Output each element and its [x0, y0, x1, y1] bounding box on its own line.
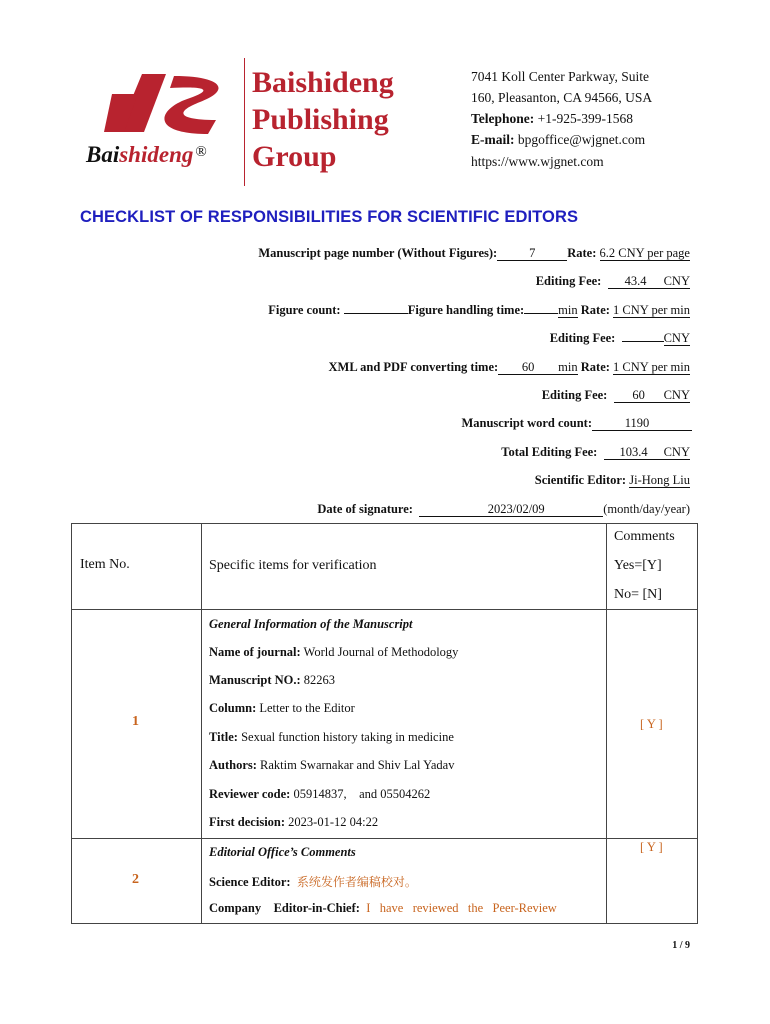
cny-unit: CNY	[663, 331, 690, 345]
table-border-col2	[606, 523, 607, 924]
total-fee-line	[501, 445, 690, 460]
editing-fee-1-value[interactable]: 43.4	[608, 275, 664, 289]
general-info-heading: General Information of the Manuscript	[209, 617, 413, 631]
row-1-heading	[209, 617, 413, 632]
table-border-top	[71, 523, 698, 524]
figure-line	[268, 303, 690, 318]
editing-fee-2-value[interactable]	[622, 341, 664, 342]
scientific-editor-label: Scientific Editor:	[534, 473, 627, 487]
company-editor-line	[209, 901, 557, 916]
figure-time-label: Figure handling time:	[407, 303, 525, 317]
min-unit: min	[558, 303, 578, 317]
row-1-number: 1	[132, 714, 139, 729]
manuscript-title-label: Title:	[209, 730, 238, 744]
signature-date-value[interactable]: 2023/02/09	[419, 503, 603, 517]
manuscript-no-line	[209, 673, 335, 688]
first-decision-line	[209, 815, 378, 830]
first-decision-label: First decision:	[209, 815, 286, 829]
column-header-comments: Comments	[614, 529, 675, 544]
total-fee-label: Total Editing Fee:	[501, 445, 598, 459]
baishideng-logo-icon	[104, 72, 234, 144]
editing-fee-line-1	[536, 274, 690, 289]
editing-fee-label: Editing Fee:	[541, 388, 608, 402]
authors-label: Authors:	[209, 758, 257, 772]
authors-line	[209, 758, 454, 773]
editing-fee-label: Editing Fee:	[535, 274, 602, 288]
rate-label: Rate:	[580, 303, 610, 317]
email-line	[471, 129, 645, 150]
word-count-value[interactable]: 1190	[592, 417, 692, 431]
telephone-line	[471, 108, 633, 129]
table-border-bottom	[71, 923, 698, 924]
editorial-comments-heading: Editorial Office’s Comments	[209, 845, 356, 859]
address-line-1: 7041 Koll Center Parkway, Suite	[471, 69, 649, 84]
header-divider	[244, 58, 245, 186]
editing-fee-line-3	[542, 388, 690, 403]
reviewer-code-value: 05914837, and 05504262	[290, 787, 431, 801]
word-count-label: Manuscript word count:	[461, 416, 592, 430]
xml-time-label: XML and PDF converting time:	[328, 360, 499, 374]
xml-time-value[interactable]: 60	[498, 361, 558, 375]
xml-min-rate: 1 CNY per min	[613, 360, 690, 374]
xml-line	[329, 360, 690, 375]
first-decision-value: 2023-01-12 04:22	[285, 815, 379, 829]
journal-label: Name of journal:	[209, 645, 301, 659]
row-2-heading	[209, 845, 356, 860]
figure-time-value[interactable]	[524, 313, 558, 314]
figure-count-label: Figure count:	[268, 303, 341, 317]
word-count-line	[461, 416, 692, 431]
manuscript-title-value: Sexual function history taking in medicine	[237, 730, 454, 744]
signature-date-line	[317, 502, 690, 517]
column-header-item-no: Item No.	[80, 557, 130, 572]
no-legend: No= [N]	[614, 587, 662, 602]
yes-legend: Yes=[Y]	[614, 558, 662, 573]
scientific-editor-value[interactable]: Ji-Hong Liu	[629, 473, 690, 487]
table-border-row1	[71, 838, 698, 839]
logo-word-red: shideng	[119, 142, 194, 167]
manuscript-no-value: 82263	[300, 673, 336, 687]
page-number-label: Manuscript page number (Without Figures):	[258, 246, 498, 260]
address-line-2: 160, Pleasanton, CA 94566, USA	[471, 90, 653, 105]
table-border-header	[71, 609, 698, 610]
brand-line-2: Publishing	[252, 103, 389, 136]
rate-label: Rate:	[580, 360, 610, 374]
science-editor-label: Science Editor:	[209, 875, 291, 889]
column-header-specific-items: Specific items for verification	[209, 558, 377, 573]
cny-unit: CNY	[663, 445, 690, 459]
company-editor-comment: I have reviewed the Peer-Review	[366, 901, 557, 915]
authors-value: Raktim Swarnakar and Shiv Lal Yadav	[256, 758, 455, 772]
row-2-number: 2	[132, 872, 139, 887]
table-border-right	[697, 523, 698, 924]
brand-line-1: Baishideng	[252, 66, 394, 99]
rate-label: Rate:	[567, 246, 597, 260]
page-title: CHECKLIST OF RESPONSIBILITIES FOR SCIENTIFIC EDITORS	[80, 208, 579, 226]
logo-word-dark: Bai	[86, 142, 120, 167]
website-link[interactable]: https://www.wjgnet.com	[471, 154, 604, 169]
science-editor-comment: 系统发作者编稿校对。	[296, 875, 417, 889]
telephone-label: Telephone:	[471, 111, 535, 126]
min-unit: min	[558, 360, 578, 374]
logo-wordmark	[86, 142, 207, 168]
brand-line-3: Group	[252, 140, 337, 173]
telephone-value: +1-925-399-1568	[534, 111, 633, 126]
reviewer-code-line	[209, 787, 430, 802]
page-number-line	[258, 246, 690, 261]
reviewer-code-label: Reviewer code:	[209, 787, 291, 801]
registered-mark: ®	[195, 144, 207, 160]
column-type-line	[209, 701, 355, 716]
column-type-value: Letter to the Editor	[256, 701, 355, 715]
row-2-answer[interactable]: [ Y ]	[640, 840, 663, 854]
date-format-hint: (month/day/year)	[603, 502, 690, 516]
science-editor-line	[209, 873, 417, 890]
manuscript-no-label: Manuscript NO.:	[209, 673, 301, 687]
company-editor-label: Company Editor-in-Chief:	[209, 901, 360, 915]
table-border-col1	[201, 523, 202, 924]
editing-fee-3-value[interactable]: 60	[614, 389, 664, 403]
journal-value: World Journal of Methodology	[300, 645, 459, 659]
table-border-left	[71, 523, 72, 924]
page-number: 1 / 9	[672, 940, 690, 951]
email-label: E-mail:	[471, 132, 515, 147]
manuscript-title-line	[209, 730, 454, 745]
row-1-answer[interactable]: [ Y ]	[640, 717, 663, 731]
editing-fee-line-2	[550, 331, 690, 346]
scientific-editor-line	[535, 473, 690, 488]
column-type-label: Column:	[209, 701, 257, 715]
figure-count-value[interactable]	[344, 313, 408, 314]
cny-unit: CNY	[663, 274, 690, 288]
email-value[interactable]: bpgoffice@wjgnet.com	[514, 132, 646, 147]
total-fee-value[interactable]: 103.4	[604, 446, 664, 460]
page-number-value[interactable]: 7	[497, 247, 567, 261]
editing-fee-label: Editing Fee:	[549, 331, 616, 345]
page-rate: 6.2 CNY per page	[599, 246, 690, 260]
figure-min-rate: 1 CNY per min	[613, 303, 690, 317]
cny-unit: CNY	[663, 388, 690, 402]
journal-line	[209, 645, 458, 660]
signature-date-label: Date of signature:	[317, 502, 413, 516]
